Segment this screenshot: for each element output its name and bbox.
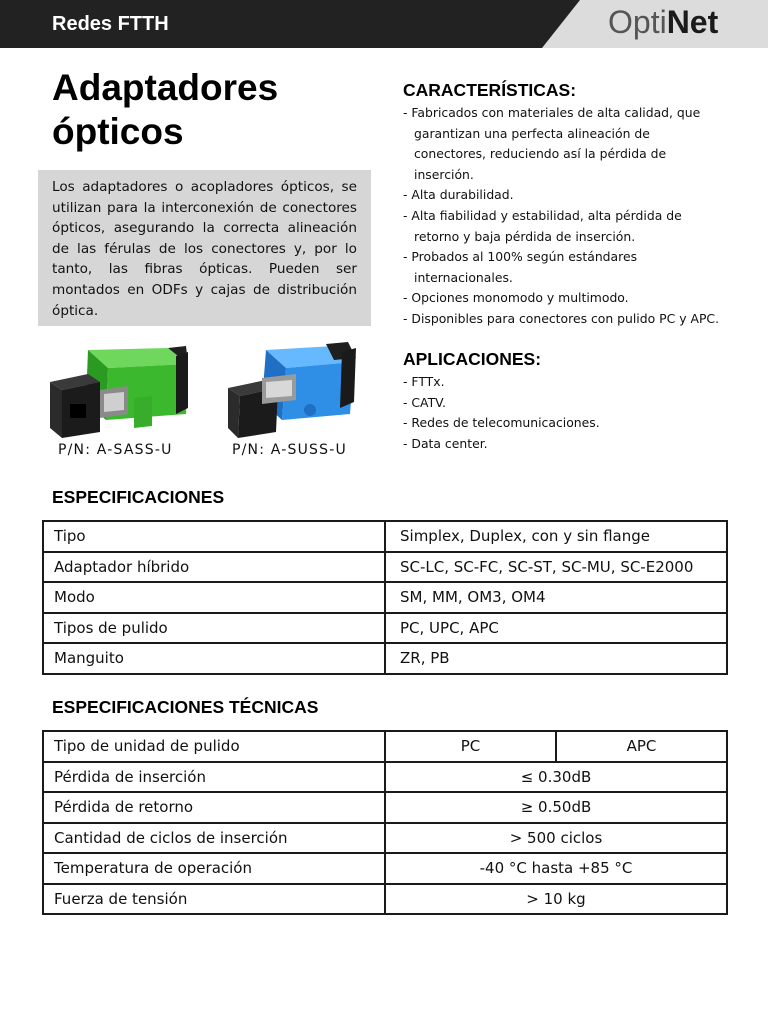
list-item-line: internacionales. — [414, 269, 513, 285]
list-item-line: retorno y baja pérdida de inserción. — [414, 228, 636, 244]
page-title — [52, 66, 372, 154]
spec-label: Tipo — [43, 521, 385, 552]
spec-label: Fuerza de tensión — [43, 884, 385, 915]
spec-value: > 500 ciclos — [385, 823, 727, 854]
spec-label: Modo — [43, 582, 385, 613]
spec-value: SM, MM, OM3, OM4 — [385, 582, 727, 613]
list-item-line: - Probados al 100% según estándares — [403, 249, 638, 265]
column-header-pc: PC — [385, 731, 556, 762]
spec-label: Temperatura de operación — [43, 853, 385, 884]
especificaciones-table — [42, 520, 728, 675]
spec-label: Tipo de unidad de pulido — [43, 731, 385, 762]
product-part-number: P/N: A-SUSS-U — [232, 442, 347, 458]
intro-text: Los adaptadores o acopladores ópticos, se utilizan para la interconexión de conectores ópticos, asegurando la correcta alineación de las férulas de los conectores y, por lo tanto, las fibras ópticas. Pueden ser montados en ODFs y cajas de distribución óptica. — [38, 170, 371, 326]
list-item — [403, 309, 753, 330]
table-row — [43, 884, 727, 915]
list-item-line: - Alta fiabilidad y estabilidad, alta pérdida de — [403, 207, 682, 223]
table-row — [43, 823, 727, 854]
list-item — [403, 247, 753, 288]
spec-label: Cantidad de ciclos de inserción — [43, 823, 385, 854]
list-item: - FTTx. — [403, 374, 445, 389]
list-item — [403, 103, 753, 185]
spec-value: ≥ 0.50dB — [385, 792, 727, 823]
list-item-line: - Fabricados con materiales de alta calidad, que — [403, 105, 701, 120]
product-part-number: P/N: A-SASS-U — [58, 442, 173, 458]
list-item-line: - Opciones monomodo y multimodo. — [403, 290, 629, 306]
list-item-line: conectores, reduciendo así la pérdida de — [414, 146, 667, 162]
column-header-apc: APC — [556, 731, 727, 762]
table-row — [43, 762, 727, 793]
tecnicas-heading: ESPECIFICACIONES TÉCNICAS — [52, 697, 319, 717]
table-row — [43, 643, 727, 674]
logo-bold-text: Net — [666, 4, 719, 40]
caracteristicas-heading: CARACTERÍSTICAS: — [403, 80, 577, 100]
product-image-blue-adapter — [226, 340, 358, 440]
spec-value: PC, UPC, APC — [385, 613, 727, 644]
list-item-line: garantizan una perfecta alineación de — [414, 125, 650, 141]
list-item: - CATV. — [403, 394, 446, 410]
table-row — [43, 552, 727, 583]
caracteristicas-list — [403, 103, 753, 330]
list-item — [403, 185, 753, 206]
list-item-line: - Disponibles para conectores con pulido PC y APC. — [403, 310, 720, 326]
list-item: - Data center. — [403, 435, 488, 451]
list-item-line: inserción. — [414, 166, 474, 182]
spec-label: Adaptador híbrido — [43, 552, 385, 583]
list-item — [403, 206, 753, 247]
optinet-logo — [608, 4, 718, 41]
spec-label: Tipos de pulido — [43, 613, 385, 644]
list-item-line: - Alta durabilidad. — [403, 187, 514, 203]
aplicaciones-heading: APLICACIONES: — [403, 349, 542, 369]
spec-value: ≤ 0.30dB — [385, 762, 727, 793]
especificaciones-heading: ESPECIFICACIONES — [52, 487, 225, 507]
aplicaciones-list — [403, 372, 743, 454]
table-header-row — [43, 731, 727, 762]
spec-label: Pérdida de retorno — [43, 792, 385, 823]
table-row — [43, 582, 727, 613]
logo-light-text: Opti — [608, 4, 667, 40]
spec-label: Pérdida de inserción — [43, 762, 385, 793]
table-row — [43, 613, 727, 644]
list-item: - Redes de telecomunicaciones. — [403, 415, 600, 431]
spec-value: ZR, PB — [385, 643, 727, 674]
product-image-green-adapter — [48, 342, 190, 440]
list-item — [403, 288, 753, 309]
table-row — [43, 521, 727, 552]
tecnicas-table — [42, 730, 728, 915]
spec-value: SC-LC, SC-FC, SC-ST, SC-MU, SC-E2000 — [385, 552, 727, 583]
spec-value: -40 °C hasta +85 °C — [385, 853, 727, 884]
spec-value: Simplex, Duplex, con y sin flange — [385, 521, 727, 552]
title-line-2: ópticos — [52, 111, 184, 152]
spec-label: Manguito — [43, 643, 385, 674]
title-line-1: Adaptadores — [52, 67, 279, 108]
table-row — [43, 792, 727, 823]
section-title: Redes FTTH — [52, 13, 169, 35]
table-row — [43, 853, 727, 884]
spec-value: > 10 kg — [385, 884, 727, 915]
